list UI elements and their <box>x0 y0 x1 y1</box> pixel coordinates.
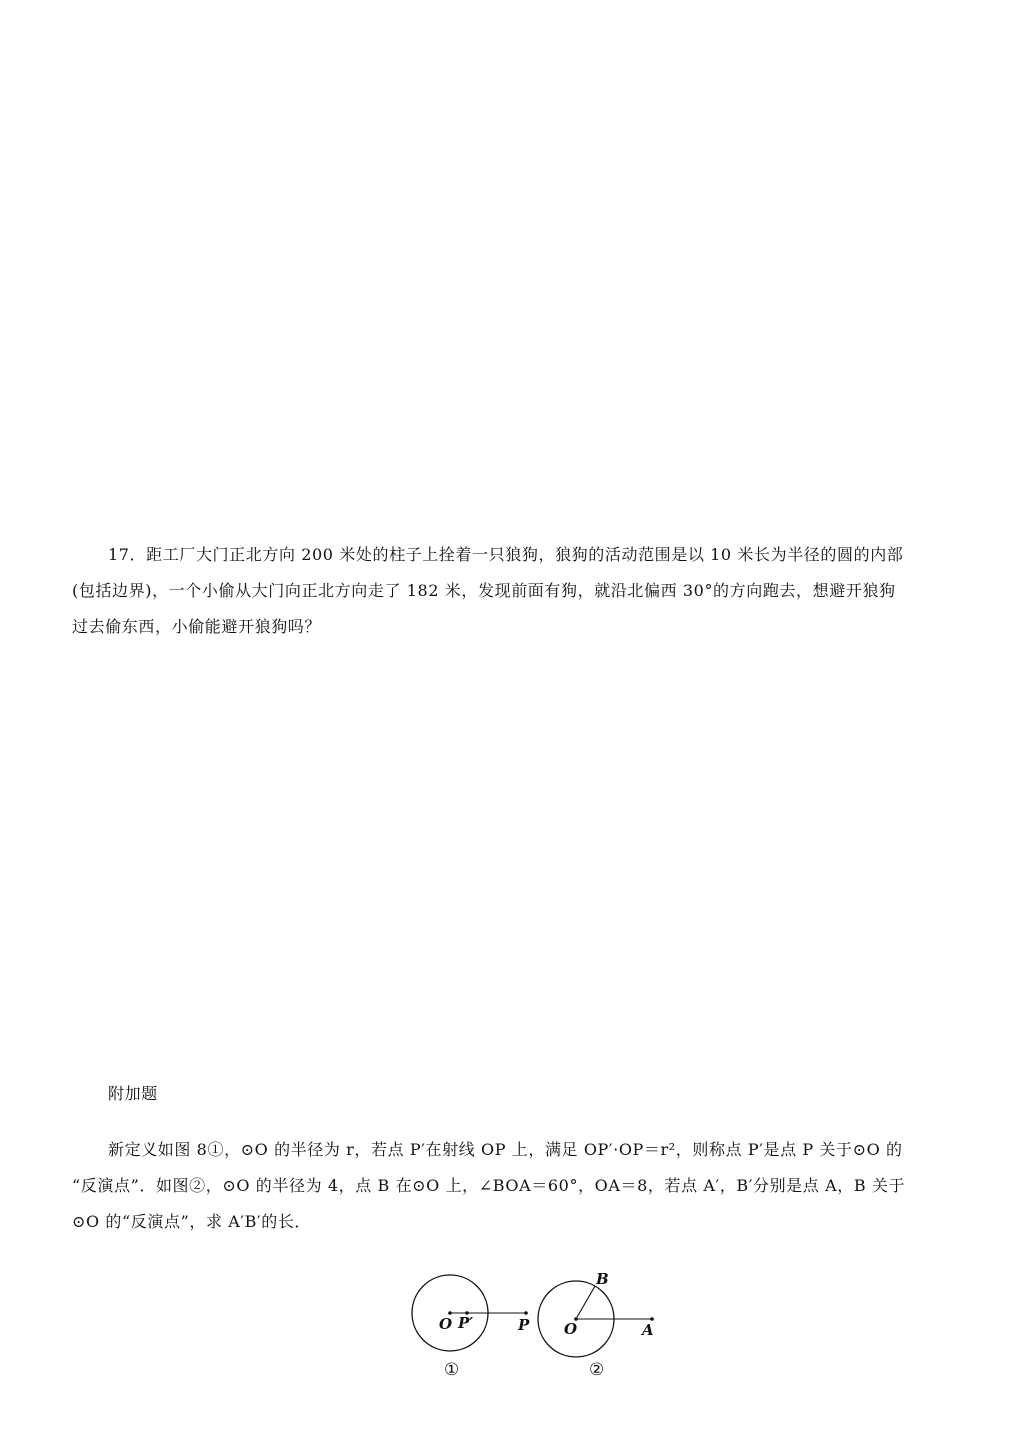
fig2-segment-ob <box>576 1286 595 1319</box>
problem-17 <box>72 537 952 645</box>
fig1-point-p <box>524 1311 528 1315</box>
problem-17-line-3: 过去偷东西，小偷能避开狼狗吗？ <box>72 617 322 636</box>
fig2-caption: ② <box>589 1360 605 1380</box>
problem-17-line-2: (包括边界)，一个小偷从大门向正北方向走了 182 米，发现前面有狗，就沿北偏西 30°的方向跑去，想避开狼狗 <box>72 581 896 600</box>
fig1-label-pprime: P′ <box>458 1314 474 1332</box>
fig2-label-o: O <box>564 1320 578 1338</box>
fig2-label-b: B <box>596 1270 609 1288</box>
problem-17-line-1: 17．距工厂大门正北方向 200 米处的柱子上拴着一只狼狗，狼狗的活动范围是以 10 米长为半径的圆的内部 <box>108 545 904 564</box>
fig2-label-a: A <box>642 1321 654 1339</box>
extra-problem-line-2: “反演点”．如图②，⊙O 的半径为 4，点 B 在⊙O 上，∠BOA＝60°，OA＝8，若点 A′，B′分别是点 A，B 关于 <box>72 1176 906 1195</box>
extra-problem-line-3: ⊙O 的“反演点”，求 A′B′的长． <box>72 1212 312 1231</box>
figure-1 <box>412 1275 530 1380</box>
extra-problem-heading: 附加题 <box>108 1084 158 1103</box>
extra-problem-line-1: 新定义如图 8①，⊙O 的半径为 r，若点 P′在射线 OP 上，满足 OP′·OP＝r²，则称点 P′是点 P 关于⊙O 的 <box>108 1140 903 1159</box>
fig1-label-o: O <box>439 1315 453 1333</box>
figure-2 <box>538 1270 654 1380</box>
fig1-label-p: P <box>518 1316 530 1334</box>
extra-problem-body <box>72 1132 952 1240</box>
fig1-caption: ① <box>444 1360 460 1380</box>
inversion-figure <box>400 1268 670 1388</box>
